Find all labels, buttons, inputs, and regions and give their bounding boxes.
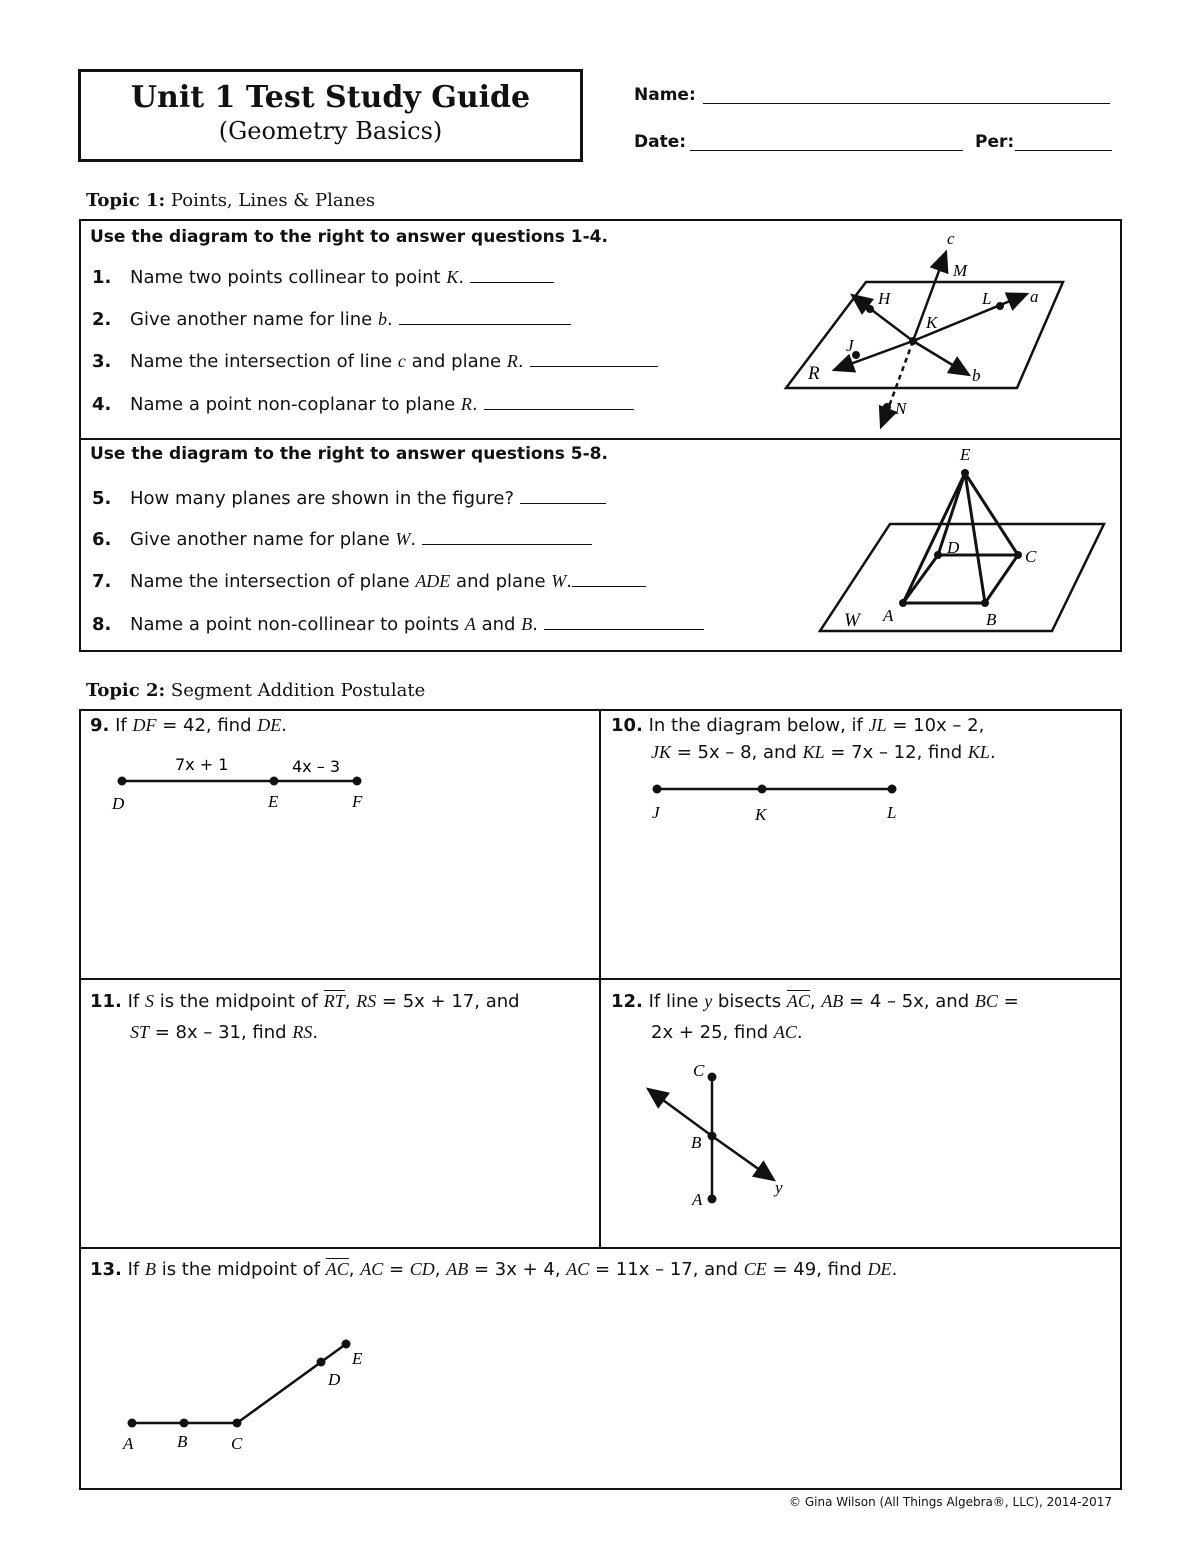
question-number: 5. xyxy=(92,488,112,509)
label-c: C xyxy=(231,1434,243,1453)
point-k xyxy=(909,337,917,345)
question-7: 7. Name the intersection of plane ADE and plane W. xyxy=(92,571,646,592)
page-title: Unit 1 Test Study Guide xyxy=(130,80,531,115)
plane-w xyxy=(820,524,1104,631)
question-number: 8. xyxy=(92,614,112,635)
segment-jkl-diagram xyxy=(640,770,920,830)
topic1-label: Topic 1: xyxy=(86,190,166,211)
point-d xyxy=(317,1358,326,1367)
line-c-hidden xyxy=(891,341,913,401)
point-c xyxy=(1014,551,1022,559)
point-e xyxy=(270,777,279,786)
label-e: E xyxy=(960,445,971,464)
question-12: 12. If line y bisects $\overline{AC}$, AB = 4 – 5x, and BC = 2x + 25, find AC. xyxy=(611,991,1019,1043)
question-number: 7. xyxy=(92,571,112,592)
topic2-label: Topic 2: xyxy=(86,680,166,701)
label-a: A xyxy=(883,606,894,625)
point-k xyxy=(758,785,767,794)
label-b: B xyxy=(691,1133,702,1152)
label-b: b xyxy=(972,366,981,385)
line-y-upper xyxy=(648,1089,712,1136)
answer-blank[interactable] xyxy=(520,502,606,504)
point-c xyxy=(233,1419,242,1428)
label-y: y xyxy=(775,1178,783,1197)
label-d: D xyxy=(947,538,960,557)
point-b xyxy=(708,1132,717,1141)
point-b xyxy=(981,599,989,607)
answer-blank[interactable] xyxy=(399,323,571,325)
topic2-heading xyxy=(86,680,425,701)
label-e: E xyxy=(352,1349,363,1368)
label-k: K xyxy=(755,805,767,824)
label-m: M xyxy=(953,261,968,280)
question-number: 6. xyxy=(92,529,112,550)
question-6: 6. Give another name for plane W. xyxy=(92,529,592,550)
answer-blank[interactable] xyxy=(422,543,592,545)
question-3: 3. Name the intersection of line c and plane R. xyxy=(92,351,658,372)
line-b-right xyxy=(913,341,969,375)
edge-eb xyxy=(965,473,985,603)
question-number: 1. xyxy=(92,267,112,288)
point-e xyxy=(961,469,969,477)
question-1: 1. Name two points collinear to point K. xyxy=(92,267,554,288)
label-l: L xyxy=(982,289,992,308)
question-13: 13. If B is the midpoint of $\overline{AC}$, AC = CD, AB = 3x + 4, AC = 11x – 17, and CE = 49, find DE. xyxy=(90,1259,898,1280)
label-a: A xyxy=(692,1190,703,1209)
question-2: 2. Give another name for line b. xyxy=(92,309,571,330)
point-n xyxy=(883,403,891,411)
label-b: B xyxy=(986,610,997,629)
answer-blank[interactable] xyxy=(484,408,634,410)
pyramid-diagram xyxy=(810,440,1115,650)
label-f: F xyxy=(352,792,363,811)
instruction-5-8: Use the diagram to the right to answer questions 5-8. xyxy=(90,444,608,464)
topic2-hdivider-1 xyxy=(79,978,1122,980)
edge-ec xyxy=(965,473,1018,555)
question-number: 2. xyxy=(92,309,112,330)
point-l xyxy=(888,785,897,794)
label-d: D xyxy=(328,1370,341,1389)
answer-blank[interactable] xyxy=(530,365,658,367)
question-10: 10. In the diagram below, if JL = 10x – 2, JK = 5x – 8, and KL = 7x – 12, find KL. xyxy=(611,715,996,763)
label-l: L xyxy=(887,803,897,822)
period-field[interactable] xyxy=(1015,150,1112,151)
label-a: A xyxy=(123,1434,134,1453)
segment-dfe-diagram xyxy=(100,748,380,818)
answer-blank[interactable] xyxy=(470,281,554,283)
label-e: E xyxy=(268,792,279,811)
label-n: N xyxy=(895,399,907,418)
date-field[interactable] xyxy=(690,150,963,151)
question-5: 5. How many planes are shown in the figure? xyxy=(92,488,606,509)
segment-abcde-diagram xyxy=(110,1330,390,1460)
plane-r-diagram xyxy=(770,222,1110,437)
label-h: H xyxy=(878,289,891,308)
point-d xyxy=(118,777,127,786)
point-a xyxy=(899,599,907,607)
point-a xyxy=(708,1195,717,1204)
topic1-heading xyxy=(86,190,375,211)
label-d: D xyxy=(112,794,125,813)
label-j: J xyxy=(652,803,660,822)
label-c: C xyxy=(1025,547,1037,566)
label-a: a xyxy=(1030,287,1039,306)
label-k: K xyxy=(926,313,938,332)
point-e xyxy=(342,1340,351,1349)
label-r: R xyxy=(808,363,820,384)
point-h xyxy=(866,305,874,313)
point-b xyxy=(180,1419,189,1428)
title-box xyxy=(78,69,583,162)
answer-blank[interactable] xyxy=(544,628,704,630)
point-a xyxy=(128,1419,137,1428)
date-label: Date: xyxy=(634,132,687,152)
page-subtitle: (Geometry Basics) xyxy=(218,117,443,145)
point-f xyxy=(353,777,362,786)
label-c: C xyxy=(693,1061,705,1080)
instruction-1-4: Use the diagram to the right to answer questions 1-4. xyxy=(90,227,608,247)
topic2-hdivider-2 xyxy=(79,1247,1122,1249)
line-y-lower xyxy=(712,1136,774,1180)
footer-copyright: © Gina Wilson (All Things Algebra®, LLC), 2014-2017 xyxy=(789,1495,1112,1509)
question-11: 11. If S is the midpoint of $\overline{RT}$, RS = 5x + 17, and ST = 8x – 31, find RS. xyxy=(90,991,520,1043)
question-9: 9. If DF = 42, find DE. xyxy=(90,715,287,736)
label-seg2: 4x – 3 xyxy=(292,757,340,776)
topic2-name: Segment Addition Postulate xyxy=(170,680,426,701)
label-b: B xyxy=(177,1432,188,1451)
topic1-name: Points, Lines & Planes xyxy=(170,190,376,211)
pyramid-base xyxy=(903,555,1018,603)
point-d xyxy=(934,551,942,559)
point-m xyxy=(939,264,947,272)
question-4: 4. Name a point non-coplanar to plane R. xyxy=(92,394,634,415)
question-8: 8. Name a point non-collinear to points A and B. xyxy=(92,614,704,635)
point-l xyxy=(996,302,1004,310)
point-j xyxy=(653,785,662,794)
name-field[interactable] xyxy=(703,103,1110,104)
answer-blank[interactable] xyxy=(572,585,646,587)
question-number: 3. xyxy=(92,351,112,372)
label-c: c xyxy=(947,229,955,248)
label-j: J xyxy=(846,336,854,355)
bisector-diagram xyxy=(630,1055,810,1215)
label-seg1: 7x + 1 xyxy=(175,755,229,774)
question-number: 4. xyxy=(92,394,112,415)
point-c xyxy=(708,1073,717,1082)
name-label: Name: xyxy=(634,85,696,105)
per-label: Per: xyxy=(975,132,1015,152)
label-w: W xyxy=(844,610,860,631)
